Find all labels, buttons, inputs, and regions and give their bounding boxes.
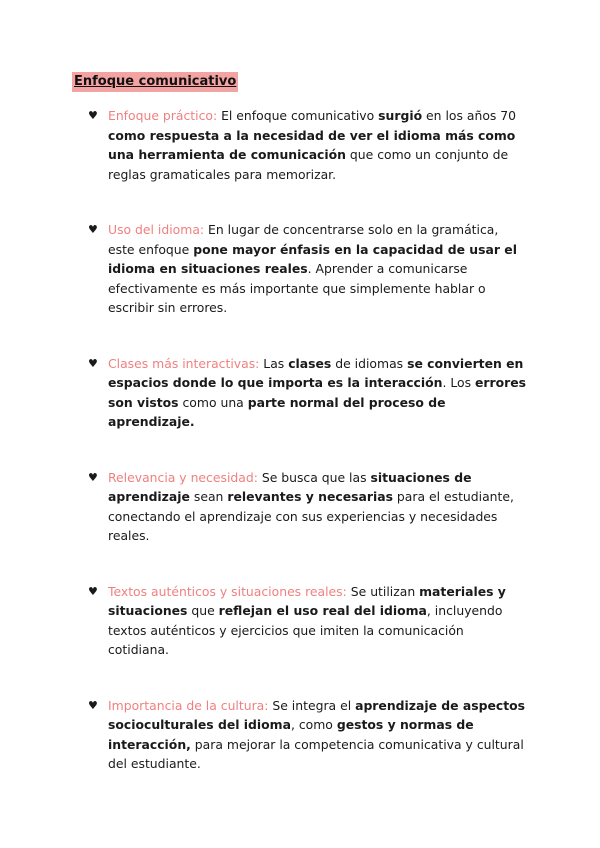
body-text: en los años 70: [422, 108, 517, 123]
list-item: [88, 106, 528, 184]
list-item: [88, 468, 528, 546]
body-text: . Los: [442, 375, 476, 390]
heart-bullet-icon: ♥: [88, 223, 98, 236]
heart-bullet-icon: ♥: [88, 584, 98, 598]
bullet-list: [88, 106, 528, 810]
bold-text: situaciones de aprendizaje: [108, 469, 472, 504]
list-item: [88, 582, 528, 660]
bold-text: gestos y normas de interacción,: [108, 717, 474, 752]
list-item: [88, 354, 528, 432]
body-text: de idiomas: [331, 355, 408, 371]
body-text: Las: [259, 355, 289, 371]
item-heading: Relevancia y necesidad:: [108, 469, 258, 485]
bold-text: relevantes y necesarias: [227, 489, 393, 504]
bold-text: surgió: [378, 108, 423, 123]
bold-text: errores son vistos: [108, 375, 527, 410]
body-text: Se utilizan: [346, 583, 420, 599]
bold-text: aprendizaje de aspectos socioculturales del idioma: [108, 697, 526, 732]
item-heading: Textos auténticos y situaciones reales:: [108, 583, 347, 599]
list-item: [88, 220, 528, 318]
item-heading: Enfoque práctico:: [108, 108, 218, 123]
item-heading: Uso del idioma:: [108, 222, 205, 237]
body-text: En lugar de concentrarse solo en la gramática, este enfoque: [108, 222, 499, 257]
body-text: Se integra el: [268, 697, 356, 713]
bold-text: pone mayor énfasis en la capacidad de usar el idioma en situaciones reales: [108, 241, 517, 276]
item-heading: Importancia de la cultura:: [108, 697, 269, 713]
list-item: [88, 696, 528, 774]
bold-text: clases: [288, 355, 332, 371]
page-title: Enfoque comunicativo: [72, 72, 238, 92]
body-text: para mejorar la competencia comunicativa y cultural del estudiante.: [108, 736, 524, 771]
heart-bullet-icon: ♥: [88, 356, 98, 370]
heart-bullet-icon: ♥: [88, 470, 98, 484]
body-text: como una: [178, 394, 248, 410]
body-text: . Aprender a comunicarse efectivamente es más importante que simplemente hablar o escribir sin errores.: [108, 261, 486, 315]
bold-text: materiales y situaciones: [108, 583, 506, 618]
body-text: , incluyendo textos auténticos y ejercicios que imiten la comunicación cotidiana.: [108, 603, 503, 657]
bold-text: como respuesta a la necesidad de ver el idioma más como una herramienta de comunicación: [108, 127, 516, 162]
body-text: sean: [189, 489, 228, 504]
body-text: que: [187, 603, 219, 618]
body-text: Se busca que las: [257, 469, 371, 485]
bold-text: se convierten en espacios donde lo que importa es la interacción: [108, 355, 524, 390]
body-text: para el estudiante, conectando el aprendizaje con sus experiencias y necesidades reales.: [108, 489, 514, 543]
heart-bullet-icon: ♥: [88, 698, 98, 712]
body-text: El enfoque comunicativo: [217, 108, 379, 123]
heart-bullet-icon: ♥: [88, 109, 98, 122]
item-heading: Clases más interactivas:: [108, 355, 260, 371]
bold-text: parte normal del proceso de aprendizaje.: [108, 394, 446, 429]
body-text: , como: [290, 717, 337, 732]
bold-text: reflejan el uso real del idioma: [218, 603, 427, 618]
body-text: que como un conjunto de reglas gramaticales para memorizar.: [108, 147, 509, 182]
